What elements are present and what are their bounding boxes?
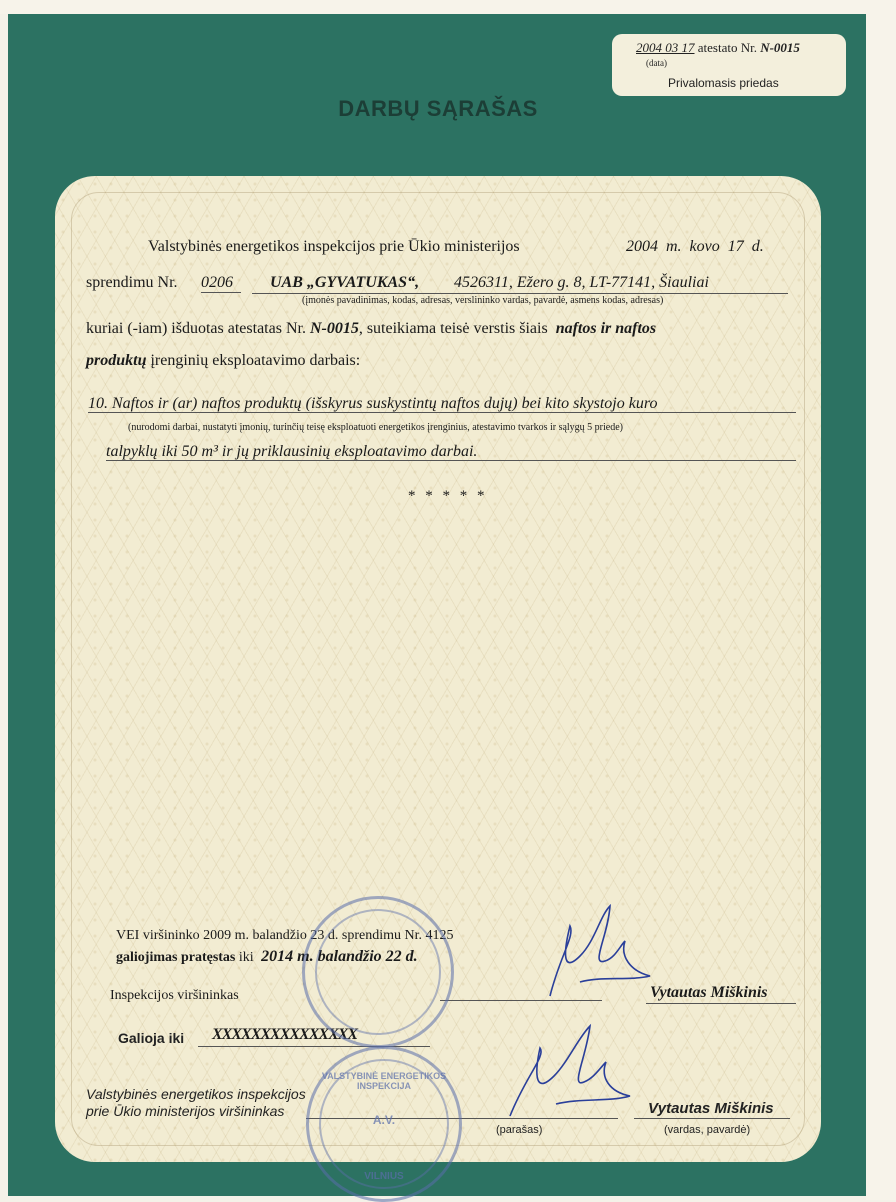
extension-date: 2014 m. balandžio 22 d. [261,948,418,965]
extension-role: Inspekcijos viršininkas [110,988,239,1003]
work-underline-1 [88,412,796,413]
top-margin [0,0,896,14]
work-caption: (nurodomi darbai, nustatyti įmonių, turinčių teisę eksploatuoti energetikos įrenginius, atestavimo tvarkos ir sąlygų 5 priede) [128,422,623,433]
separator-stars: * * * * * [408,488,488,504]
line4-b: įrenginių eksploatavimo darbais: [150,352,361,369]
decision-prefix: sprendimu Nr. [86,274,178,291]
decision-number: 0206 [201,274,241,293]
official-stamp-upper [302,896,454,1048]
company-name: UAB „GYVATUKAS“, [270,274,420,291]
footer-role-1: Valstybinės energetikos inspekcijos [86,1086,306,1102]
stamp-lower-text: VILNIUS [364,1171,404,1182]
footer-sign-caption: (parašas) [496,1124,543,1136]
line4-a: produktų [86,352,147,369]
line3-number: N-0015 [309,320,359,337]
extension-until: iki [238,950,254,965]
valid-label: Galioja iki [118,1030,185,1046]
footer-role-2: prie Ūkio ministerijos viršininkas [86,1103,285,1119]
line3-c: naftos ir naftos [555,320,657,337]
company-underline [252,293,788,294]
badge-line [636,40,800,56]
line4-text [86,352,360,370]
badge-number: N-0015 [760,40,800,55]
intro-text: Valstybinės energetikos inspekcijos prie Ūkio ministerijos [148,238,520,255]
official-stamp-lower [306,1046,462,1202]
extension-name: Vytautas Miškinis [650,984,768,1001]
valid-value: XXXXXXXXXXXXXXX [212,1026,358,1043]
intro-date: 2004 m. kovo 17 d. [626,238,764,255]
attestation-badge [612,34,846,96]
company-details: 4526311, Ežero g. 8, LT-77141, Šiauliai [454,274,709,291]
badge-date-caption: (data) [646,58,667,68]
badge-text: atestato Nr. [697,40,757,55]
line3-b: , suteikiama teisė verstis šiais [358,320,548,337]
stamp-upper-text: VALSTYBINĖ ENERGETIKOS INSPEKCIJA [321,1071,447,1091]
stamp-center-text: A.V. [372,1113,396,1127]
extension-line: VEI viršininko 2009 m. balandžio 23 d. sprendimu Nr. 4125 [116,928,454,943]
company-caption: (įmonės pavadinimas, kodas, adresas, verslininko vardas, pavardė, asmens kodas, adresas) [302,295,664,306]
footer-name-line [634,1118,790,1119]
right-margin [866,0,896,1200]
line3-text [86,320,656,338]
signature-upper [520,886,660,1016]
work-underline-2 [106,460,796,461]
signature-lower [496,1006,646,1136]
footer-name: Vytautas Miškinis [648,1100,774,1117]
badge-date: 2004 03 17 [636,40,695,55]
badge-appendix: Privalomasis priedas [668,76,779,90]
extension-name-line [646,1003,796,1004]
footer-name-caption: (vardas, pavardė) [664,1124,751,1136]
page-title: DARBŲ SĄRAŠAS [338,96,538,121]
work-line-2: talpyklų iki 50 m³ ir jų priklausinių eksploatavimo darbai. [106,443,478,460]
line3-a: kuriai (-iam) išduotas atestatas Nr. [86,320,306,337]
work-line-1: 10. Naftos ir (ar) naftos produktų (išskyrus suskystintų naftos dujų) bei kito skystojo kuro [88,395,658,412]
stamp-ring [315,909,441,1035]
extension-label: galiojimas pratęstas [116,950,236,965]
